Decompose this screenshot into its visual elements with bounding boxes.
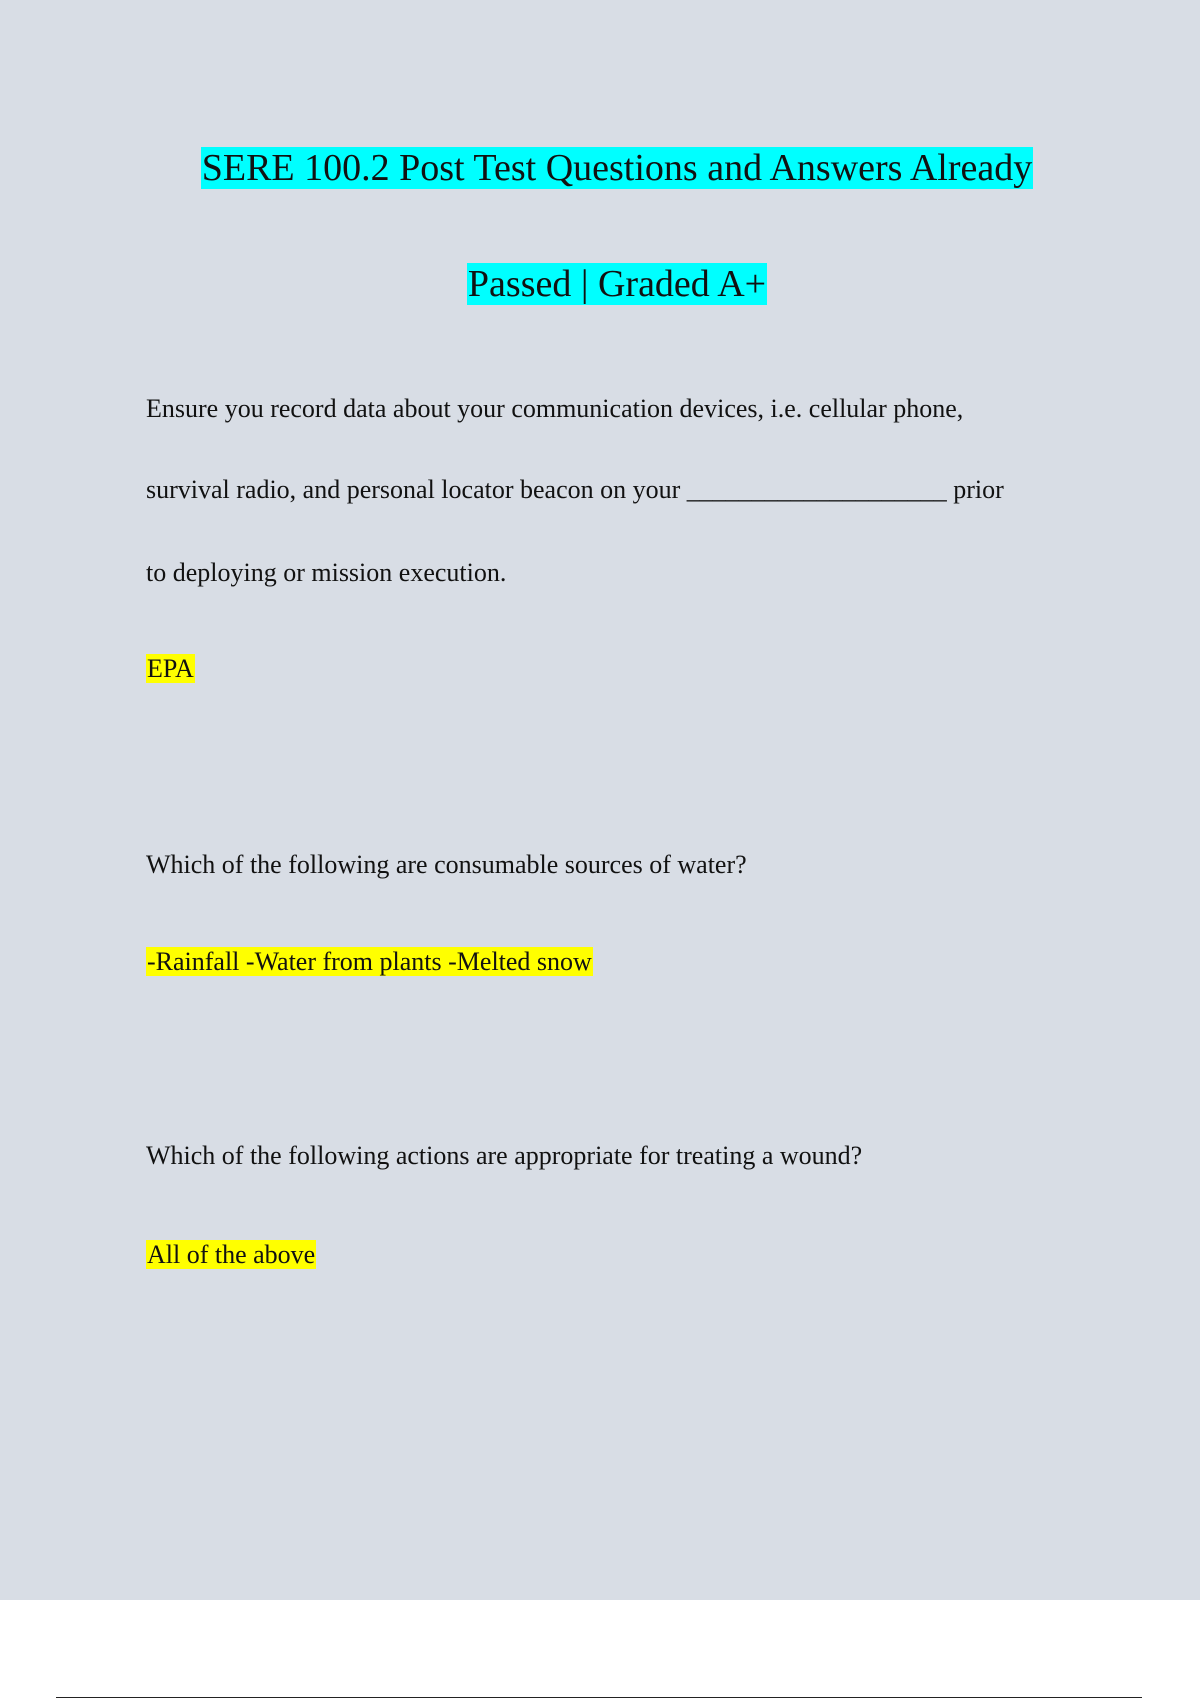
footer-divider [56, 1697, 1142, 1698]
question-1-line-1: Ensure you record data about your communication devices, i.e. cellular phone, [146, 394, 964, 423]
answer-2 [146, 946, 593, 978]
title-text-1: SERE 100.2 Post Test Questions and Answers Already [201, 147, 1033, 189]
answer-1 [146, 653, 195, 685]
document-title-line-2 [0, 261, 1200, 307]
document-title-line-1 [0, 145, 1200, 191]
answer-3-highlight: All of the above [147, 1240, 316, 1269]
question-2: Which of the following are consumable sources of water? [146, 850, 747, 879]
title-text-2: Passed | Graded A+ [467, 263, 767, 305]
answer-2-highlight: -Rainfall -Water from plants -Melted snow [147, 947, 592, 976]
question-1-line-2: survival radio, and personal locator beacon on your ____________________ prior [146, 475, 1004, 504]
question-1-line-3: to deploying or mission execution. [146, 558, 507, 587]
answer-3 [146, 1239, 316, 1271]
question-3: Which of the following actions are appropriate for treating a wound? [146, 1141, 863, 1170]
answer-1-highlight: EPA [147, 654, 194, 683]
